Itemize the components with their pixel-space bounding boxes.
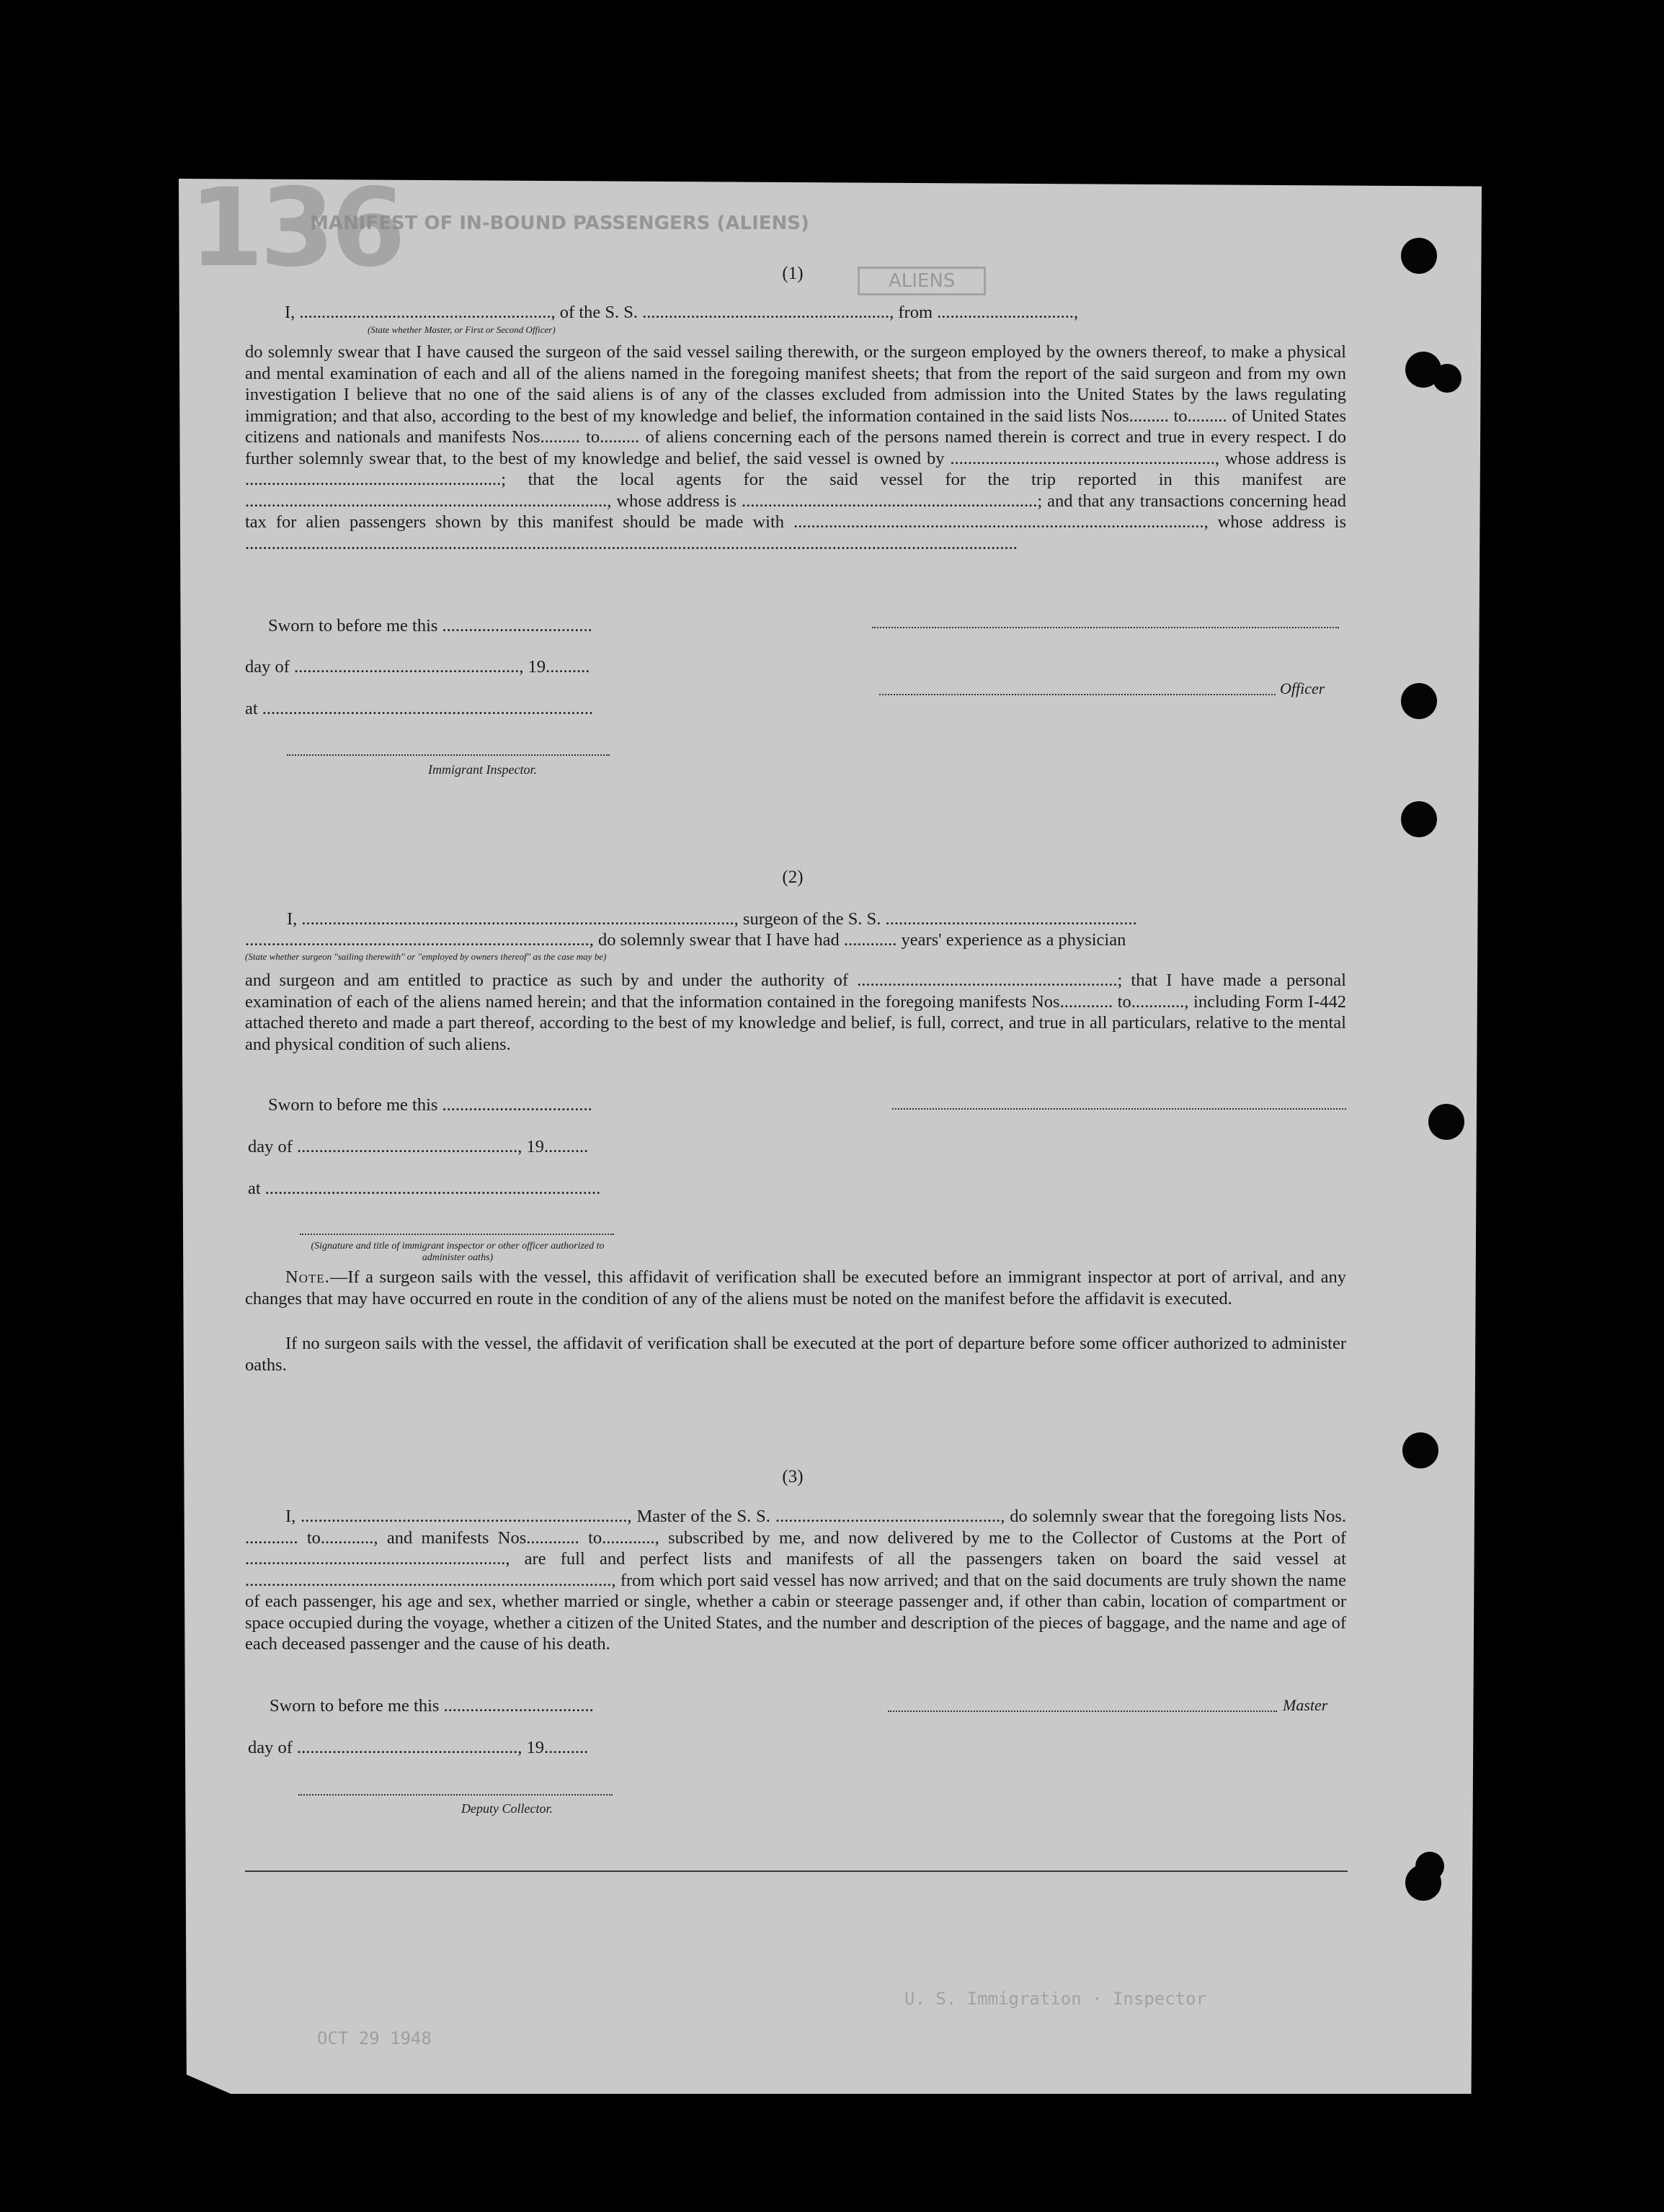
date-stamp: OCT 29 1948 bbox=[317, 2028, 432, 2048]
bleed-through-footer: U. S. Immigration · Inspector bbox=[904, 1989, 1207, 2009]
officer-signature-line bbox=[879, 694, 1276, 695]
punch-hole bbox=[1401, 683, 1437, 719]
section-2-at-line: at ............................................................................ bbox=[248, 1179, 601, 1198]
section-2-first-line: I, .................................................................................................., surgeon of the S. S. ......................................................... bbox=[287, 909, 1137, 929]
punch-hole bbox=[1415, 1852, 1444, 1881]
section-2-note bbox=[245, 1267, 1346, 1309]
note-label: Note. bbox=[285, 1267, 330, 1287]
section-2-second-line-note: (State whether surgeon "sailing therewith" or "employed by owners thereof" as the case may be) bbox=[245, 951, 607, 962]
bleed-through-header: MANIFEST OF IN-BOUND PASSENGERS (ALIENS) bbox=[310, 213, 809, 234]
section-1-day-line: day of ..................................................., 19.......... bbox=[245, 657, 590, 677]
collector-label: Deputy Collector. bbox=[461, 1801, 553, 1816]
section-3-sworn-line: Sworn to before me this .................................. bbox=[270, 1696, 594, 1716]
manifest-page-number-stamp: 136 bbox=[189, 166, 402, 291]
bottom-rule bbox=[245, 1870, 1348, 1872]
punch-hole bbox=[1428, 1104, 1464, 1140]
surgeon-signature-line bbox=[892, 1108, 1346, 1110]
section-1-at-line: at ........................................................................... bbox=[245, 699, 594, 718]
witness-signature-line bbox=[300, 1234, 614, 1235]
witness-signature-note: (Signature and title of immigrant inspector or other officer authorized to administer oaths) bbox=[311, 1241, 605, 1263]
punch-hole bbox=[1402, 1432, 1438, 1468]
officer-title-line bbox=[872, 627, 1339, 628]
collector-signature-line bbox=[298, 1794, 613, 1796]
section-1-first-line-note: (State whether Master, or First or Second Officer) bbox=[368, 324, 556, 335]
officer-label: Officer bbox=[1280, 679, 1325, 697]
inspector-label: Immigrant Inspector. bbox=[428, 762, 537, 777]
note-text: —If a surgeon sails with the vessel, this affidavit of verification shall be executed before an immigrant inspector at port of arrival, and any changes that may have occurred en route in the condition of any of the aliens must be noted on the manifest before the affidavit is executed. bbox=[245, 1267, 1346, 1308]
master-label: Master bbox=[1283, 1696, 1328, 1714]
master-signature-line bbox=[888, 1711, 1277, 1712]
section-2-body: and surgeon and am entitled to practice as such by and under the authority of ...........................................................; that I have made a personal examination of each of the aliens named herein; and that the information contained in the foregoing manifests Nos............ to............, including Form I-442 attached thereto and made a part thereof, according to the best of my knowledge and belief, is full, correct, and true in all particulars, relative to the mental and physical condition of such aliens. bbox=[245, 971, 1346, 1054]
bleed-through-stamp-box: ALIENS bbox=[858, 267, 986, 295]
section-3-title: (3) bbox=[782, 1467, 804, 1486]
section-1-body: do solemnly swear that I have caused the surgeon of the said vessel sailing therewith, or the surgeon employed by the owners thereof, to make a physical and mental examination of each and all of the aliens named in the foregoing manifest sheets; that from the report of the said surgeon and from my own investigation I believe that no one of the said aliens is of any of the classes excluded from admission into the United States by the laws regulating immigration; and that also, according to the best of my knowledge and belief, the information contained in the said lists Nos......... to......... of United States citizens and nationals and manifests Nos......... to......... of aliens concerning each of the persons named therein is correct and true in every respect. I do further solemnly swear that, to the best of my knowledge and belief, the said vessel is owned by ............................................................, whose address is ..........................................................; that the local agents for the said vessel for the trip reported in this manifest are .................................................................................., whose address is ...................................................................; and that any transactions concerning head tax for alien passengers shown by this manifest should be made with ............................................................................................., whose address is ............................................................................................................................................................................... bbox=[245, 342, 1346, 553]
section-3-day-line: day of .................................................., 19.......... bbox=[248, 1738, 589, 1757]
punch-hole bbox=[1401, 238, 1437, 274]
inspector-signature-line bbox=[287, 754, 610, 756]
section-2-title: (2) bbox=[782, 868, 804, 887]
section-1-first-line: I, ........................................................., of the S. S. ........................................................, from ..............................., bbox=[285, 303, 1079, 322]
section-3-body: I, .........................................................................., Master of the S. S. ..................................................., do solemnly swear that the foregoing lists Nos. ............ to............, and manifests Nos............ to............, subscribed by me, and now delivered by me to the Collector of Customs at the Port of ..........................................................., are full and perfect lists and manifests of all the passengers taken on board the said vessel at ..................................................................................., from which port said vessel has now arrived; and that on the said documents are truly shown the name of each passenger, his age and sex, whether married or single, whether a cabin or steerage passenger and, if other than cabin, location of compartment or space occupied during the voyage, whether a citizen of the United States, and the number and description of the pieces of baggage, and the name and age of each deceased passenger and the cause of his death. bbox=[245, 1507, 1346, 1654]
section-2-note-2: If no surgeon sails with the vessel, the affidavit of verification shall be executed at the port of departure before some officer authorized to administer oaths. bbox=[245, 1334, 1346, 1375]
section-2-day-line: day of .................................................., 19.......... bbox=[248, 1137, 589, 1156]
punch-hole bbox=[1433, 364, 1461, 393]
punch-hole bbox=[1401, 801, 1437, 837]
section-2-sworn-line: Sworn to before me this .................................. bbox=[268, 1095, 592, 1115]
section-2-second-line: .............................................................................., do solemnly swear that I have had ............ years' experience as a physician bbox=[245, 930, 1126, 950]
section-1-title: (1) bbox=[782, 264, 804, 283]
section-1-sworn-line: Sworn to before me this .................................. bbox=[268, 616, 592, 635]
